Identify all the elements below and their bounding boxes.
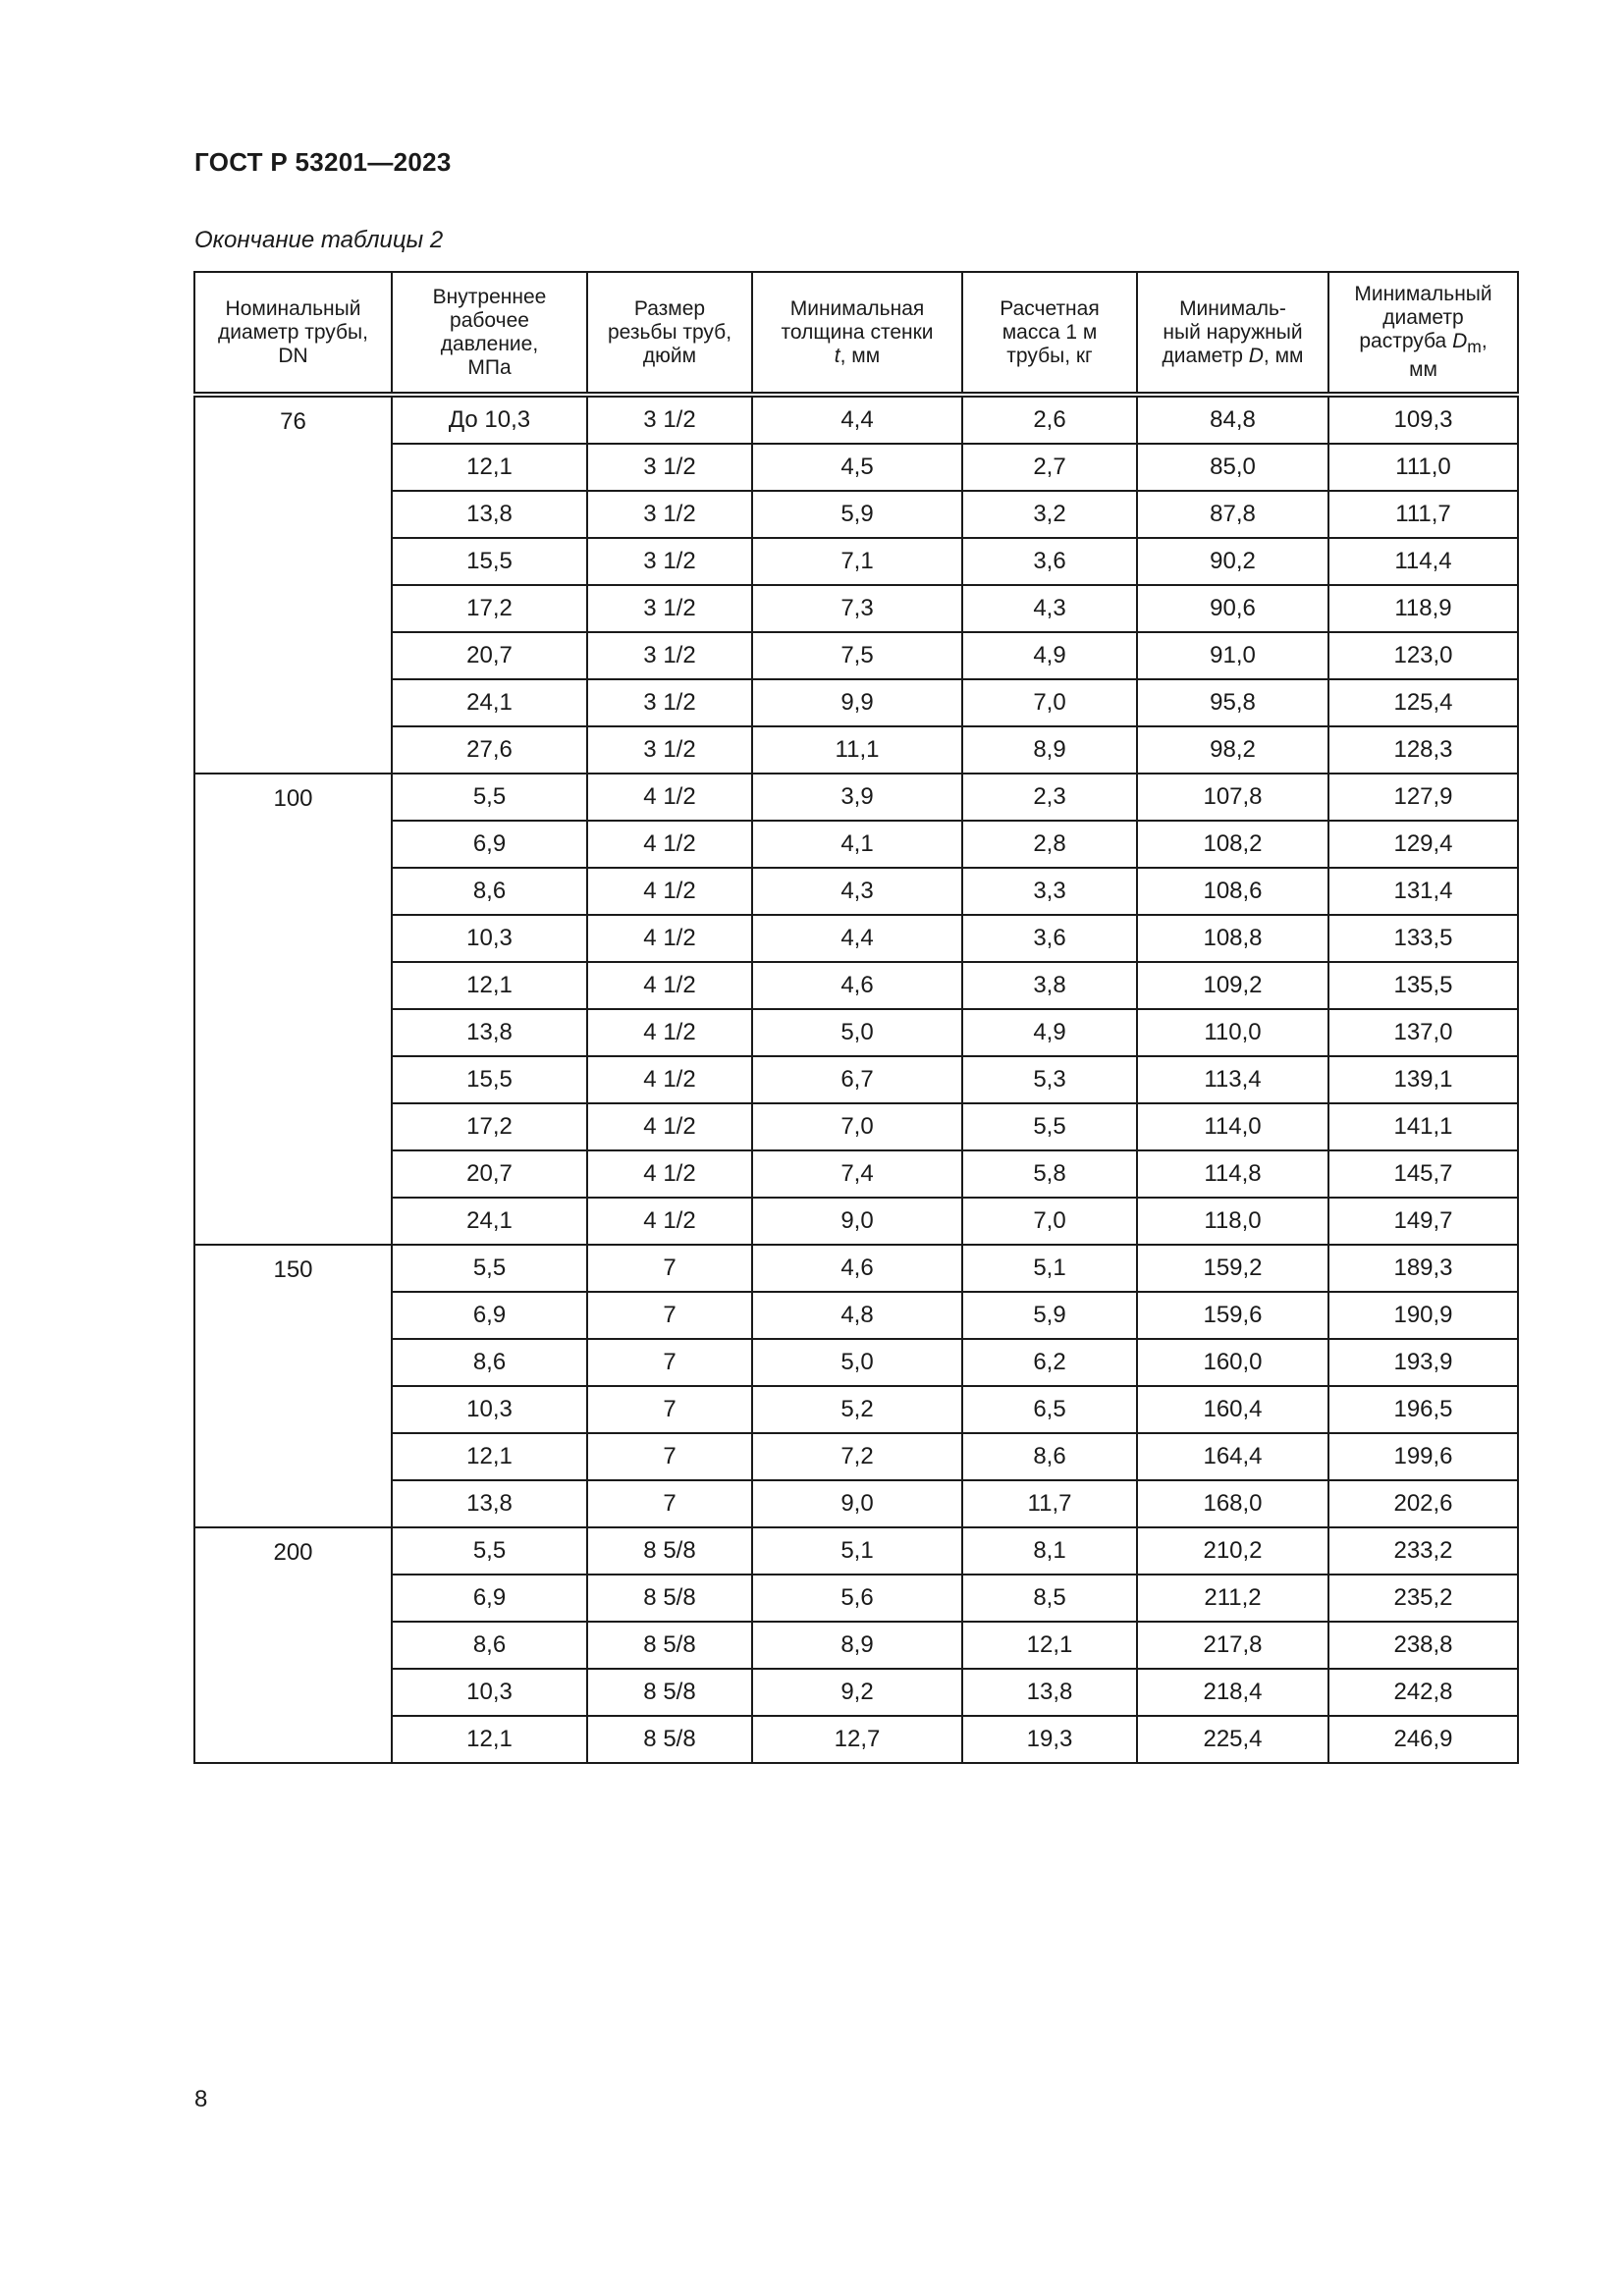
pipe-specs-table bbox=[193, 271, 1519, 1764]
cell-mass: 5,5 bbox=[962, 1103, 1137, 1150]
cell-mass: 8,9 bbox=[962, 726, 1137, 774]
cell-socket-diameter: 189,3 bbox=[1328, 1245, 1518, 1292]
cell-thread: 7 bbox=[587, 1292, 752, 1339]
cell-mass: 6,2 bbox=[962, 1339, 1137, 1386]
cell-thread: 3 1/2 bbox=[587, 538, 752, 585]
cell-mass: 7,0 bbox=[962, 679, 1137, 726]
cell-wall-thickness: 5,0 bbox=[752, 1009, 962, 1056]
cell-outer-diameter: 87,8 bbox=[1137, 491, 1328, 538]
cell-outer-diameter: 95,8 bbox=[1137, 679, 1328, 726]
table-row bbox=[194, 1150, 1518, 1198]
cell-socket-diameter: 125,4 bbox=[1328, 679, 1518, 726]
cell-thread: 4 1/2 bbox=[587, 1150, 752, 1198]
cell-mass: 7,0 bbox=[962, 1198, 1137, 1245]
table-row bbox=[194, 444, 1518, 491]
cell-socket-diameter: 246,9 bbox=[1328, 1716, 1518, 1763]
table-row bbox=[194, 1622, 1518, 1669]
cell-pressure: 12,1 bbox=[392, 1433, 587, 1480]
cell-mass: 6,5 bbox=[962, 1386, 1137, 1433]
cell-pressure: 6,9 bbox=[392, 821, 587, 868]
cell-thread: 3 1/2 bbox=[587, 395, 752, 444]
cell-outer-diameter: 90,2 bbox=[1137, 538, 1328, 585]
cell-socket-diameter: 202,6 bbox=[1328, 1480, 1518, 1527]
cell-mass: 4,9 bbox=[962, 1009, 1137, 1056]
cell-wall-thickness: 7,4 bbox=[752, 1150, 962, 1198]
table-row bbox=[194, 491, 1518, 538]
cell-thread: 8 5/8 bbox=[587, 1527, 752, 1575]
table-row bbox=[194, 679, 1518, 726]
cell-socket-diameter: 137,0 bbox=[1328, 1009, 1518, 1056]
cell-outer-diameter: 108,2 bbox=[1137, 821, 1328, 868]
cell-socket-diameter: 123,0 bbox=[1328, 632, 1518, 679]
table-row bbox=[194, 1292, 1518, 1339]
cell-thread: 4 1/2 bbox=[587, 1103, 752, 1150]
table-row bbox=[194, 868, 1518, 915]
cell-pressure: 8,6 bbox=[392, 868, 587, 915]
cell-mass: 3,6 bbox=[962, 538, 1137, 585]
cell-pressure: 20,7 bbox=[392, 632, 587, 679]
cell-thread: 4 1/2 bbox=[587, 868, 752, 915]
cell-wall-thickness: 4,6 bbox=[752, 1245, 962, 1292]
cell-pressure: 10,3 bbox=[392, 1386, 587, 1433]
cell-outer-diameter: 164,4 bbox=[1137, 1433, 1328, 1480]
cell-wall-thickness: 4,3 bbox=[752, 868, 962, 915]
table-row bbox=[194, 538, 1518, 585]
table-row bbox=[194, 1198, 1518, 1245]
cell-outer-diameter: 91,0 bbox=[1137, 632, 1328, 679]
cell-pressure: 15,5 bbox=[392, 538, 587, 585]
table-row bbox=[194, 632, 1518, 679]
cell-dn: 150 bbox=[194, 1245, 392, 1527]
cell-mass: 2,3 bbox=[962, 774, 1137, 821]
table-row bbox=[194, 962, 1518, 1009]
table-row bbox=[194, 1009, 1518, 1056]
table-body bbox=[194, 395, 1518, 1763]
cell-outer-diameter: 211,2 bbox=[1137, 1575, 1328, 1622]
cell-outer-diameter: 90,6 bbox=[1137, 585, 1328, 632]
cell-thread: 7 bbox=[587, 1245, 752, 1292]
cell-thread: 3 1/2 bbox=[587, 632, 752, 679]
cell-outer-diameter: 160,0 bbox=[1137, 1339, 1328, 1386]
cell-thread: 8 5/8 bbox=[587, 1669, 752, 1716]
table-row bbox=[194, 585, 1518, 632]
cell-pressure: 12,1 bbox=[392, 1716, 587, 1763]
cell-pressure: 20,7 bbox=[392, 1150, 587, 1198]
col-header-outer-diameter: Минималь- ный наружный диаметр D, мм bbox=[1137, 272, 1328, 395]
cell-wall-thickness: 7,5 bbox=[752, 632, 962, 679]
col-header-pressure: Внутреннее рабочее давление, МПа bbox=[392, 272, 587, 395]
cell-outer-diameter: 210,2 bbox=[1137, 1527, 1328, 1575]
cell-outer-diameter: 113,4 bbox=[1137, 1056, 1328, 1103]
cell-wall-thickness: 4,4 bbox=[752, 915, 962, 962]
table-row bbox=[194, 1575, 1518, 1622]
col-header-dn: Номинальный диаметр трубы, DN bbox=[194, 272, 392, 395]
cell-mass: 11,7 bbox=[962, 1480, 1137, 1527]
cell-mass: 8,5 bbox=[962, 1575, 1137, 1622]
cell-pressure: 8,6 bbox=[392, 1622, 587, 1669]
cell-socket-diameter: 199,6 bbox=[1328, 1433, 1518, 1480]
cell-mass: 3,3 bbox=[962, 868, 1137, 915]
cell-wall-thickness: 7,0 bbox=[752, 1103, 962, 1150]
cell-outer-diameter: 114,0 bbox=[1137, 1103, 1328, 1150]
cell-socket-diameter: 145,7 bbox=[1328, 1150, 1518, 1198]
cell-dn: 100 bbox=[194, 774, 392, 1245]
cell-outer-diameter: 160,4 bbox=[1137, 1386, 1328, 1433]
cell-wall-thickness: 5,0 bbox=[752, 1339, 962, 1386]
cell-pressure: 5,5 bbox=[392, 1245, 587, 1292]
cell-pressure: 12,1 bbox=[392, 444, 587, 491]
cell-mass: 8,6 bbox=[962, 1433, 1137, 1480]
cell-thread: 8 5/8 bbox=[587, 1622, 752, 1669]
table-row bbox=[194, 1669, 1518, 1716]
cell-outer-diameter: 108,8 bbox=[1137, 915, 1328, 962]
table-row bbox=[194, 1527, 1518, 1575]
cell-wall-thickness: 4,5 bbox=[752, 444, 962, 491]
cell-socket-diameter: 127,9 bbox=[1328, 774, 1518, 821]
header-row bbox=[194, 272, 1518, 395]
cell-thread: 3 1/2 bbox=[587, 726, 752, 774]
cell-thread: 4 1/2 bbox=[587, 1198, 752, 1245]
cell-socket-diameter: 109,3 bbox=[1328, 395, 1518, 444]
table-row bbox=[194, 1103, 1518, 1150]
col-header-thread: Размер резьбы труб, дюйм bbox=[587, 272, 752, 395]
cell-socket-diameter: 139,1 bbox=[1328, 1056, 1518, 1103]
cell-socket-diameter: 133,5 bbox=[1328, 915, 1518, 962]
table-row bbox=[194, 1716, 1518, 1763]
cell-outer-diameter: 98,2 bbox=[1137, 726, 1328, 774]
cell-pressure: 27,6 bbox=[392, 726, 587, 774]
table-caption: Окончание таблицы 2 bbox=[194, 227, 444, 253]
cell-outer-diameter: 114,8 bbox=[1137, 1150, 1328, 1198]
cell-pressure: 10,3 bbox=[392, 1669, 587, 1716]
page-number: 8 bbox=[194, 2086, 208, 2112]
cell-socket-diameter: 242,8 bbox=[1328, 1669, 1518, 1716]
cell-outer-diameter: 168,0 bbox=[1137, 1480, 1328, 1527]
cell-pressure: 13,8 bbox=[392, 491, 587, 538]
cell-thread: 4 1/2 bbox=[587, 1009, 752, 1056]
table-row bbox=[194, 915, 1518, 962]
cell-wall-thickness: 11,1 bbox=[752, 726, 962, 774]
cell-outer-diameter: 108,6 bbox=[1137, 868, 1328, 915]
cell-socket-diameter: 111,0 bbox=[1328, 444, 1518, 491]
cell-thread: 4 1/2 bbox=[587, 774, 752, 821]
cell-pressure: 5,5 bbox=[392, 774, 587, 821]
cell-mass: 4,9 bbox=[962, 632, 1137, 679]
cell-pressure: 13,8 bbox=[392, 1480, 587, 1527]
cell-wall-thickness: 5,9 bbox=[752, 491, 962, 538]
cell-socket-diameter: 149,7 bbox=[1328, 1198, 1518, 1245]
cell-wall-thickness: 4,6 bbox=[752, 962, 962, 1009]
cell-pressure: 24,1 bbox=[392, 1198, 587, 1245]
cell-outer-diameter: 107,8 bbox=[1137, 774, 1328, 821]
table-header bbox=[194, 272, 1518, 395]
table-row bbox=[194, 1245, 1518, 1292]
cell-mass: 3,8 bbox=[962, 962, 1137, 1009]
table-row bbox=[194, 1386, 1518, 1433]
cell-pressure: До 10,3 bbox=[392, 395, 587, 444]
cell-mass: 2,7 bbox=[962, 444, 1137, 491]
cell-socket-diameter: 233,2 bbox=[1328, 1527, 1518, 1575]
cell-wall-thickness: 4,1 bbox=[752, 821, 962, 868]
table-row bbox=[194, 1480, 1518, 1527]
cell-thread: 3 1/2 bbox=[587, 491, 752, 538]
cell-mass: 5,1 bbox=[962, 1245, 1137, 1292]
cell-mass: 19,3 bbox=[962, 1716, 1137, 1763]
cell-socket-diameter: 238,8 bbox=[1328, 1622, 1518, 1669]
cell-socket-diameter: 141,1 bbox=[1328, 1103, 1518, 1150]
cell-thread: 7 bbox=[587, 1480, 752, 1527]
cell-socket-diameter: 118,9 bbox=[1328, 585, 1518, 632]
cell-outer-diameter: 159,2 bbox=[1137, 1245, 1328, 1292]
cell-outer-diameter: 118,0 bbox=[1137, 1198, 1328, 1245]
table-row bbox=[194, 821, 1518, 868]
cell-wall-thickness: 5,1 bbox=[752, 1527, 962, 1575]
cell-pressure: 17,2 bbox=[392, 1103, 587, 1150]
cell-wall-thickness: 8,9 bbox=[752, 1622, 962, 1669]
cell-pressure: 24,1 bbox=[392, 679, 587, 726]
cell-pressure: 10,3 bbox=[392, 915, 587, 962]
cell-thread: 3 1/2 bbox=[587, 585, 752, 632]
document-header: ГОСТ Р 53201—2023 bbox=[194, 147, 452, 177]
cell-outer-diameter: 84,8 bbox=[1137, 395, 1328, 444]
table-row bbox=[194, 1339, 1518, 1386]
cell-mass: 3,6 bbox=[962, 915, 1137, 962]
cell-socket-diameter: 135,5 bbox=[1328, 962, 1518, 1009]
cell-wall-thickness: 5,6 bbox=[752, 1575, 962, 1622]
cell-pressure: 6,9 bbox=[392, 1575, 587, 1622]
cell-pressure: 17,2 bbox=[392, 585, 587, 632]
cell-socket-diameter: 114,4 bbox=[1328, 538, 1518, 585]
table-row bbox=[194, 395, 1518, 444]
cell-socket-diameter: 196,5 bbox=[1328, 1386, 1518, 1433]
cell-thread: 3 1/2 bbox=[587, 444, 752, 491]
cell-dn: 200 bbox=[194, 1527, 392, 1763]
cell-outer-diameter: 85,0 bbox=[1137, 444, 1328, 491]
cell-thread: 7 bbox=[587, 1339, 752, 1386]
cell-wall-thickness: 7,2 bbox=[752, 1433, 962, 1480]
cell-wall-thickness: 9,2 bbox=[752, 1669, 962, 1716]
cell-outer-diameter: 218,4 bbox=[1137, 1669, 1328, 1716]
cell-wall-thickness: 9,0 bbox=[752, 1480, 962, 1527]
cell-wall-thickness: 7,3 bbox=[752, 585, 962, 632]
col-header-mass: Расчетная масса 1 м трубы, кг bbox=[962, 272, 1137, 395]
cell-outer-diameter: 109,2 bbox=[1137, 962, 1328, 1009]
cell-mass: 5,9 bbox=[962, 1292, 1137, 1339]
cell-mass: 5,8 bbox=[962, 1150, 1137, 1198]
col-header-wall: Минимальная толщина стенки t, мм bbox=[752, 272, 962, 395]
cell-pressure: 5,5 bbox=[392, 1527, 587, 1575]
cell-thread: 8 5/8 bbox=[587, 1575, 752, 1622]
table-row bbox=[194, 726, 1518, 774]
cell-pressure: 13,8 bbox=[392, 1009, 587, 1056]
cell-socket-diameter: 131,4 bbox=[1328, 868, 1518, 915]
cell-thread: 4 1/2 bbox=[587, 821, 752, 868]
cell-mass: 2,6 bbox=[962, 395, 1137, 444]
cell-outer-diameter: 159,6 bbox=[1137, 1292, 1328, 1339]
cell-outer-diameter: 110,0 bbox=[1137, 1009, 1328, 1056]
cell-wall-thickness: 3,9 bbox=[752, 774, 962, 821]
cell-thread: 7 bbox=[587, 1386, 752, 1433]
cell-wall-thickness: 9,9 bbox=[752, 679, 962, 726]
cell-thread: 4 1/2 bbox=[587, 962, 752, 1009]
cell-pressure: 8,6 bbox=[392, 1339, 587, 1386]
cell-wall-thickness: 4,8 bbox=[752, 1292, 962, 1339]
cell-wall-thickness: 7,1 bbox=[752, 538, 962, 585]
cell-mass: 4,3 bbox=[962, 585, 1137, 632]
cell-wall-thickness: 5,2 bbox=[752, 1386, 962, 1433]
cell-socket-diameter: 235,2 bbox=[1328, 1575, 1518, 1622]
table-row bbox=[194, 774, 1518, 821]
cell-wall-thickness: 4,4 bbox=[752, 395, 962, 444]
cell-socket-diameter: 129,4 bbox=[1328, 821, 1518, 868]
cell-pressure: 12,1 bbox=[392, 962, 587, 1009]
table-row bbox=[194, 1056, 1518, 1103]
cell-pressure: 6,9 bbox=[392, 1292, 587, 1339]
cell-mass: 5,3 bbox=[962, 1056, 1137, 1103]
cell-mass: 8,1 bbox=[962, 1527, 1137, 1575]
cell-thread: 7 bbox=[587, 1433, 752, 1480]
cell-thread: 4 1/2 bbox=[587, 915, 752, 962]
cell-wall-thickness: 12,7 bbox=[752, 1716, 962, 1763]
cell-pressure: 15,5 bbox=[392, 1056, 587, 1103]
cell-thread: 3 1/2 bbox=[587, 679, 752, 726]
cell-mass: 3,2 bbox=[962, 491, 1137, 538]
cell-mass: 2,8 bbox=[962, 821, 1137, 868]
cell-outer-diameter: 225,4 bbox=[1137, 1716, 1328, 1763]
table-row bbox=[194, 1433, 1518, 1480]
cell-dn: 76 bbox=[194, 395, 392, 774]
col-header-socket-diameter: Минимальный диаметр раструба $D_m$, мм bbox=[1328, 272, 1518, 395]
cell-thread: 8 5/8 bbox=[587, 1716, 752, 1763]
cell-thread: 4 1/2 bbox=[587, 1056, 752, 1103]
cell-socket-diameter: 128,3 bbox=[1328, 726, 1518, 774]
cell-mass: 12,1 bbox=[962, 1622, 1137, 1669]
cell-wall-thickness: 6,7 bbox=[752, 1056, 962, 1103]
cell-wall-thickness: 9,0 bbox=[752, 1198, 962, 1245]
cell-socket-diameter: 193,9 bbox=[1328, 1339, 1518, 1386]
cell-mass: 13,8 bbox=[962, 1669, 1137, 1716]
cell-outer-diameter: 217,8 bbox=[1137, 1622, 1328, 1669]
cell-socket-diameter: 111,7 bbox=[1328, 491, 1518, 538]
cell-socket-diameter: 190,9 bbox=[1328, 1292, 1518, 1339]
